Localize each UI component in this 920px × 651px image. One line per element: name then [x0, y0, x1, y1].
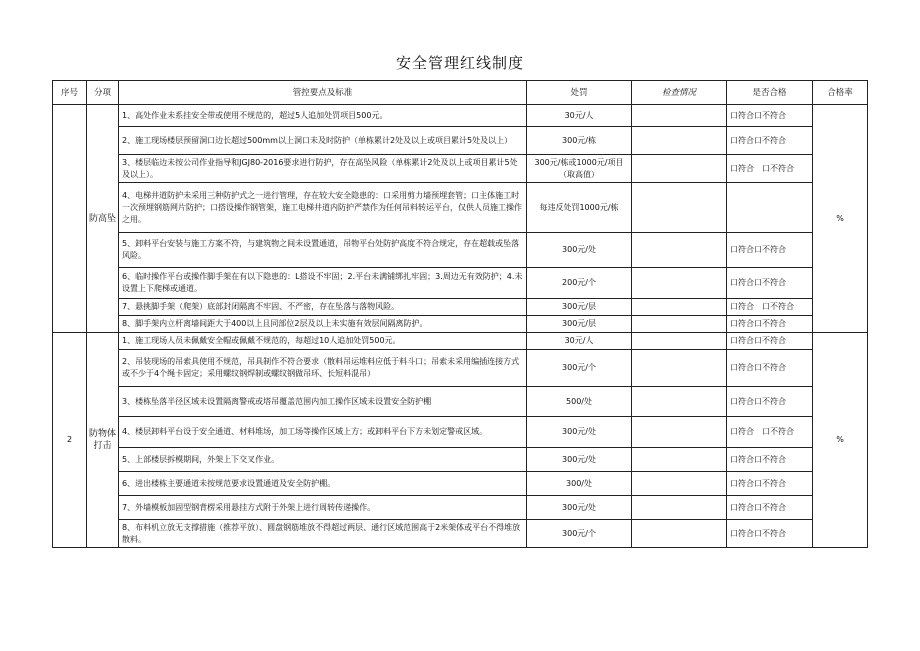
- table-row: [53, 127, 868, 155]
- header-pass: 是否合格: [727, 81, 813, 105]
- section-no: [53, 105, 87, 333]
- penalty: 300元/处: [527, 417, 632, 448]
- control-point: 6、临时操作平台或操作脚手架在有以下隐患的：L搭设不牢固；2.平台未满铺绑扎牢固；3.周边无有效防护；4.未设置上下爬梯或通道。: [119, 268, 527, 299]
- check-cell[interactable]: [632, 472, 727, 496]
- check-cell[interactable]: [632, 183, 727, 233]
- header-no: 序号: [53, 81, 87, 105]
- penalty: 300元/处: [527, 233, 632, 268]
- pass-checkbox[interactable]: 口符合 口不符合: [727, 155, 813, 183]
- table-row: [53, 387, 868, 417]
- header-points: 管控要点及标准: [119, 81, 527, 105]
- safety-redline-table: [52, 80, 868, 548]
- table-row: [53, 472, 868, 496]
- control-point: 8、脚手架内立杆离墙间距大于400以上且同部位2层及以上未实施有效层间隔离防护。: [119, 316, 527, 333]
- penalty: 30元/人: [527, 105, 632, 127]
- control-point: 5、卸料平台安装与施工方案不符，与建筑物之间未设置通道，吊物平台处防护高度不符合规定，存在超载或坠落风险。: [119, 233, 527, 268]
- pass-checkbox[interactable]: 口符合 口不符合: [727, 299, 813, 316]
- section-no: 2: [53, 333, 87, 548]
- table-row: [53, 268, 868, 299]
- check-cell[interactable]: [632, 155, 727, 183]
- penalty: 200元/个: [527, 268, 632, 299]
- penalty: 每违反处罚1000元/栋: [527, 183, 632, 233]
- pass-checkbox[interactable]: 口符合口不符合: [727, 233, 813, 268]
- control-point: 3、楼层临边未按公司作业指导和JGJ80-2016要求进行防护，存在高坠风险（单栋累计2处及以上或项目累计5处及以上）。: [119, 155, 527, 183]
- section-rate: %: [813, 333, 868, 548]
- pass-checkbox[interactable]: 口符合 口不符合: [727, 417, 813, 448]
- table-row: [53, 350, 868, 387]
- table-row: [53, 417, 868, 448]
- control-point: 4、电梯井道防护未采用三种防护式之一进行管理，存在较大安全隐患的：口采用剪力墙预埋套管；口主体施工时一次预埋钢筋网片防护；口搭设操作钢管架，施工电梯井道内防护严禁作为任何吊料转运平台，仅供人员施工操作之用。: [119, 183, 527, 233]
- table-row: [53, 183, 868, 233]
- section-category: 防物体打击: [87, 333, 119, 548]
- check-cell[interactable]: [632, 496, 727, 520]
- section-rate: %: [813, 105, 868, 333]
- pass-checkbox[interactable]: 口符合口不符合: [727, 387, 813, 417]
- document-title: 安全管理红线制度: [395, 54, 524, 72]
- control-point: 1、高处作业未系挂安全带或使用不规范的，超过5人追加处罚项目500元。: [119, 105, 527, 127]
- penalty: 300元/处: [527, 448, 632, 472]
- check-cell[interactable]: [632, 233, 727, 268]
- control-point: 1、施工现场人员未佩戴安全帽或佩戴不规范的，每超过10人追加处罚500元。: [119, 333, 527, 350]
- control-point: 7、外墙模板加固型钢背楞采用悬挂方式附于外架上进行周转传递操作。: [119, 496, 527, 520]
- header-category: 分项: [87, 81, 119, 105]
- pass-checkbox[interactable]: 口符合口不符合: [727, 316, 813, 333]
- pass-checkbox[interactable]: 口符合口不符合: [727, 127, 813, 155]
- pass-checkbox[interactable]: 口符合口不符合: [727, 448, 813, 472]
- pass-checkbox[interactable]: [727, 183, 813, 233]
- check-cell[interactable]: [632, 333, 727, 350]
- table-row: [53, 299, 868, 316]
- table-row: [53, 316, 868, 333]
- pass-checkbox[interactable]: 口符合口不符合: [727, 333, 813, 350]
- check-cell[interactable]: [632, 268, 727, 299]
- check-cell[interactable]: [632, 448, 727, 472]
- control-point: 8、布料机立放无支撑措施（推荐平放）、圆盘钢筋堆放不得超过两层、通行区域范围高于2米架体或平台不得堆放散料。: [119, 520, 527, 548]
- penalty: 300/处: [527, 472, 632, 496]
- penalty: 300元/处: [527, 496, 632, 520]
- control-point: 3、楼栋坠落半径区域未设置隔离警戒或塔吊覆盖范围内加工操作区域未设置安全防护棚: [119, 387, 527, 417]
- pass-checkbox[interactable]: 口符合口不符合: [727, 496, 813, 520]
- table-row: [53, 155, 868, 183]
- control-point: 6、进出楼栋主要通道未按规范要求设置通道及安全防护棚。: [119, 472, 527, 496]
- check-cell[interactable]: [632, 316, 727, 333]
- header-check: 检查情况: [632, 81, 727, 105]
- pass-checkbox[interactable]: 口符合口不符合: [727, 105, 813, 127]
- control-point: 7、悬挑脚手架（爬架）底部封闭隔离不牢固、不严密，存在坠落与落物风险。: [119, 299, 527, 316]
- pass-checkbox[interactable]: 口符合口不符合: [727, 472, 813, 496]
- header-penalty: 处罚: [527, 81, 632, 105]
- check-cell[interactable]: [632, 105, 727, 127]
- penalty: 30元/人: [527, 333, 632, 350]
- penalty: 300元/个: [527, 520, 632, 548]
- pass-checkbox[interactable]: 口符合口不符合: [727, 520, 813, 548]
- penalty: 300元/栋或1000元/项目（取高值）: [527, 155, 632, 183]
- control-point: 5、上部楼层拆模期间，外架上下交叉作业。: [119, 448, 527, 472]
- pass-checkbox[interactable]: 口符合口不符合: [727, 268, 813, 299]
- penalty: 500/处: [527, 387, 632, 417]
- table-row: [53, 496, 868, 520]
- check-cell[interactable]: [632, 387, 727, 417]
- section-category: 防高坠: [87, 105, 119, 333]
- check-cell[interactable]: [632, 520, 727, 548]
- pass-checkbox[interactable]: 口符合口不符合: [727, 350, 813, 387]
- control-point: 2、施工现场楼层预留洞口边长超过500mm以上洞口未及时防护（单栋累计2处及以上或项目累计5处及以上）: [119, 127, 527, 155]
- penalty: 300元/栋: [527, 127, 632, 155]
- table-row: [53, 448, 868, 472]
- table-row: [53, 233, 868, 268]
- check-cell[interactable]: [632, 417, 727, 448]
- control-point: 4、楼层卸料平台设于安全通道、材料堆场，加工场等操作区域上方；或卸料平台下方未划定警戒区域。: [119, 417, 527, 448]
- penalty: 300元/层: [527, 299, 632, 316]
- header-rate: 合格率: [813, 81, 868, 105]
- table-row: [53, 520, 868, 548]
- penalty: 300元/层: [527, 316, 632, 333]
- header-row: [53, 81, 868, 105]
- table-row: [53, 333, 868, 350]
- check-cell[interactable]: [632, 350, 727, 387]
- control-point: 2、吊装现场的吊索具使用不规范，吊具制作不符合要求（散料吊运堆料应低于料斗口；吊索未采用编插连接方式或不少于4个绳卡固定；采用螺纹钢焊制或螺纹钢做吊环、长短料混吊）: [119, 350, 527, 387]
- table-row: [53, 105, 868, 127]
- penalty: 300元/个: [527, 350, 632, 387]
- check-cell[interactable]: [632, 127, 727, 155]
- check-cell[interactable]: [632, 299, 727, 316]
